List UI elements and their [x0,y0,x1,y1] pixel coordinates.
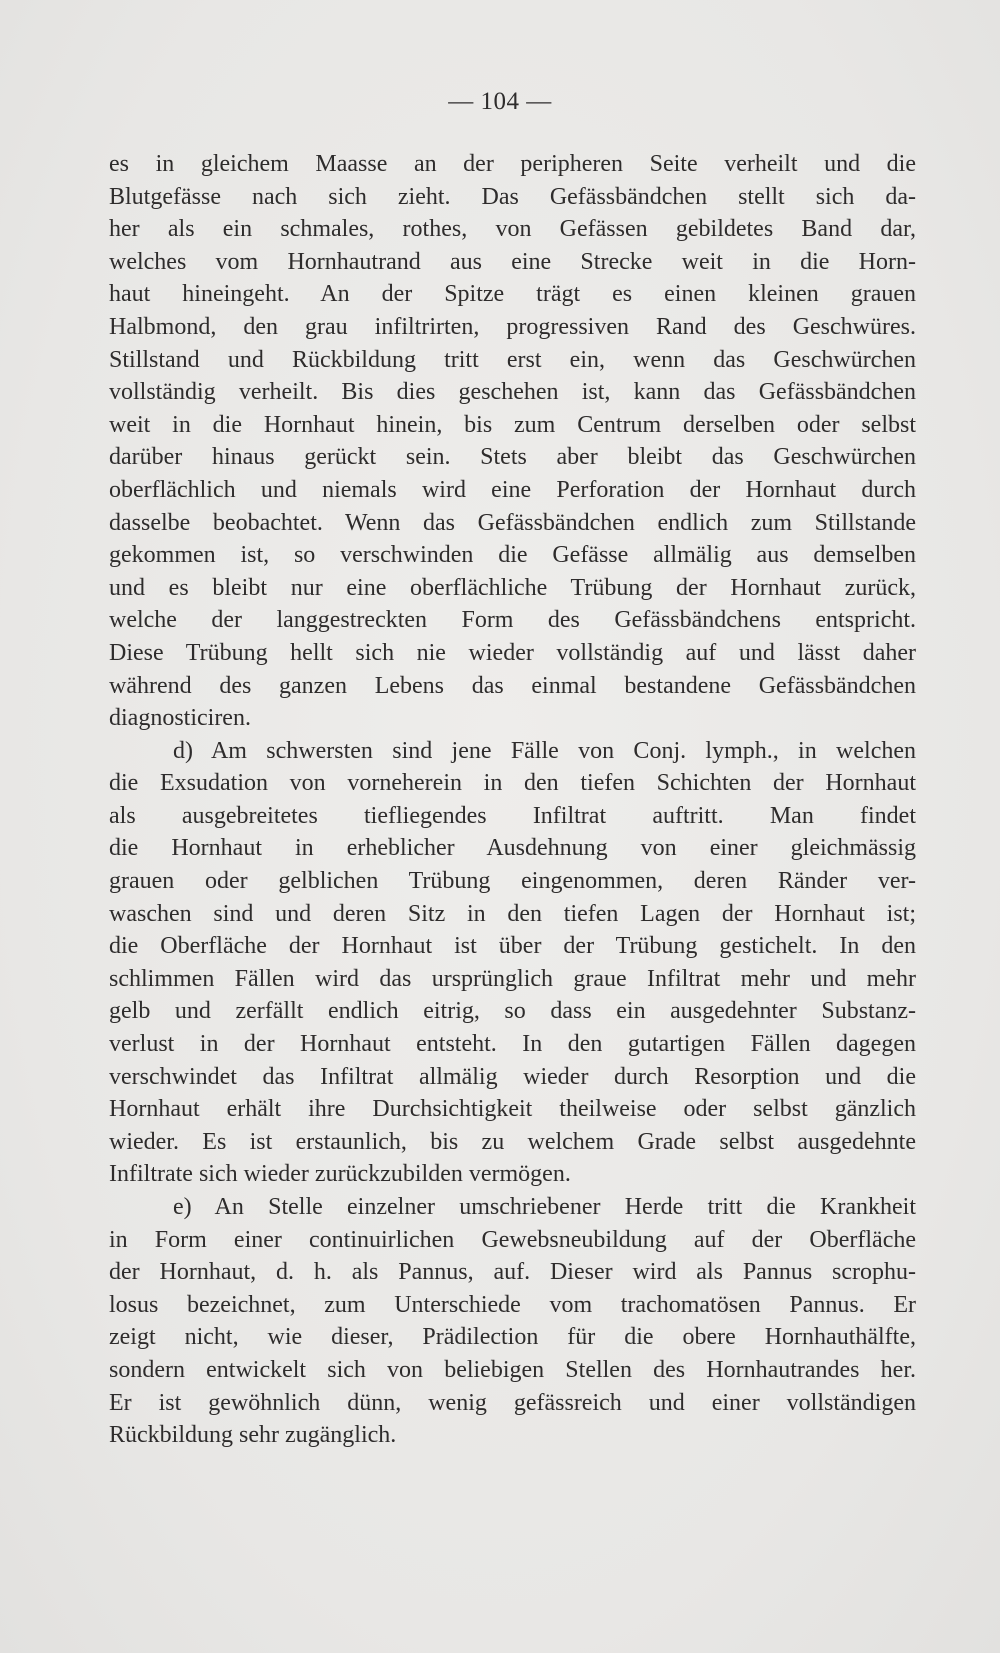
text-line: sondern entwickelt sich von beliebigen Stellen des Hornhautrandes her. [109,1356,916,1383]
text-line: Stillstand und Rückbildung tritt erst ein, wenn das Geschwürchen [109,346,916,373]
text-line: weit in die Hornhaut hinein, bis zum Centrum derselben oder selbst [109,411,916,438]
text-line: zeigt nicht, wie dieser, Prädilection für die obere Hornhauthälfte, [109,1324,916,1351]
text-line: losus bezeichnet, zum Unterschiede vom trachomatösen Pannus. Er [109,1291,916,1318]
text-line: darüber hinaus gerückt sein. Stets aber bleibt das Geschwürchen [109,444,916,471]
text-line: vollständig verheilt. Bis dies geschehen ist, kann das Gefässbändchen [109,379,916,406]
text-line: e) An Stelle einzelner umschriebener Herde tritt die Krankheit [173,1194,916,1220]
text-line: gelb und zerfällt endlich eitrig, so dass ein ausgedehnter Substanz- [109,998,916,1025]
text-line: schlimmen Fällen wird das ursprünglich graue Infiltrat mehr und mehr [109,965,916,992]
text-line: und es bleibt nur eine oberflächliche Trübung der Hornhaut zurück, [109,574,916,601]
text-line: verschwindet das Infiltrat allmälig wieder durch Resorption und die [109,1063,916,1090]
text-line: waschen sind und deren Sitz in den tiefen Lagen der Hornhaut ist; [109,900,916,927]
body-text [109,148,916,1452]
paragraph [109,148,916,735]
text-line: haut hineingeht. An der Spitze trägt es einen kleinen grauen [109,281,916,308]
text-line: wieder. Es ist erstaunlich, bis zu welchem Grade selbst ausgedehnte [109,1128,916,1155]
text-line: Infiltrate sich wieder zurückzubilden vermögen. [109,1161,571,1188]
text-line: welche der langgestreckten Form des Gefässbändchens entspricht. [109,607,916,634]
paragraph [109,1191,916,1452]
text-line: welches vom Hornhautrand aus eine Strecke weit in die Horn- [109,248,916,275]
text-line: während des ganzen Lebens das einmal bestandene Gefässbändchen [109,672,916,699]
paragraph [109,735,916,1191]
text-line: Er ist gewöhnlich dünn, wenig gefässreich und einer vollständigen [109,1389,916,1416]
text-line: diagnosticiren. [109,705,251,732]
text-line: Diese Trübung hellt sich nie wieder vollständig auf und lässt daher [109,639,916,666]
text-line: verlust in der Hornhaut entsteht. In den gutartigen Fällen dagegen [109,1031,916,1058]
text-line: gekommen ist, so verschwinden die Gefässe allmälig aus demselben [109,542,916,569]
text-line: oberflächlich und niemals wird eine Perforation der Hornhaut durch [109,476,916,503]
text-line: als ausgebreitetes tiefliegendes Infiltrat auftritt. Man findet [109,802,916,829]
text-line: in Form einer continuirlichen Gewebsneubildung auf der Oberfläche [109,1226,916,1253]
text-line: Rückbildung sehr zugänglich. [109,1422,397,1449]
text-line: die Hornhaut in erheblicher Ausdehnung von einer gleichmässig [109,835,916,862]
text-line: Hornhaut erhält ihre Durchsichtigkeit theilweise oder selbst gänzlich [109,1096,916,1123]
text-line: grauen oder gelblichen Trübung eingenommen, deren Ränder ver- [109,868,916,895]
text-line: es in gleichem Maasse an der peripheren Seite verheilt und die [109,151,916,177]
text-line: her als ein schmales, rothes, von Gefässen gebildetes Band dar, [109,216,916,243]
text-line: der Hornhaut, d. h. als Pannus, auf. Dieser wird als Pannus scrophu- [109,1259,916,1286]
text-line: Halbmond, den grau infiltrirten, progressiven Rand des Geschwüres. [109,313,916,340]
text-line: die Exsudation von vorneherein in den tiefen Schichten der Hornhaut [109,770,916,797]
text-line: Blutgefässe nach sich zieht. Das Gefässbändchen stellt sich da- [109,183,916,210]
text-line: dasselbe beobachtet. Wenn das Gefässbändchen endlich zum Stillstande [109,509,916,536]
text-line: d) Am schwersten sind jene Fälle von Conj. lymph., in welchen [173,737,916,764]
page-number: — 104 — [448,88,552,115]
text-line: die Oberfläche der Hornhaut ist über der Trübung gestichelt. In den [109,933,916,960]
